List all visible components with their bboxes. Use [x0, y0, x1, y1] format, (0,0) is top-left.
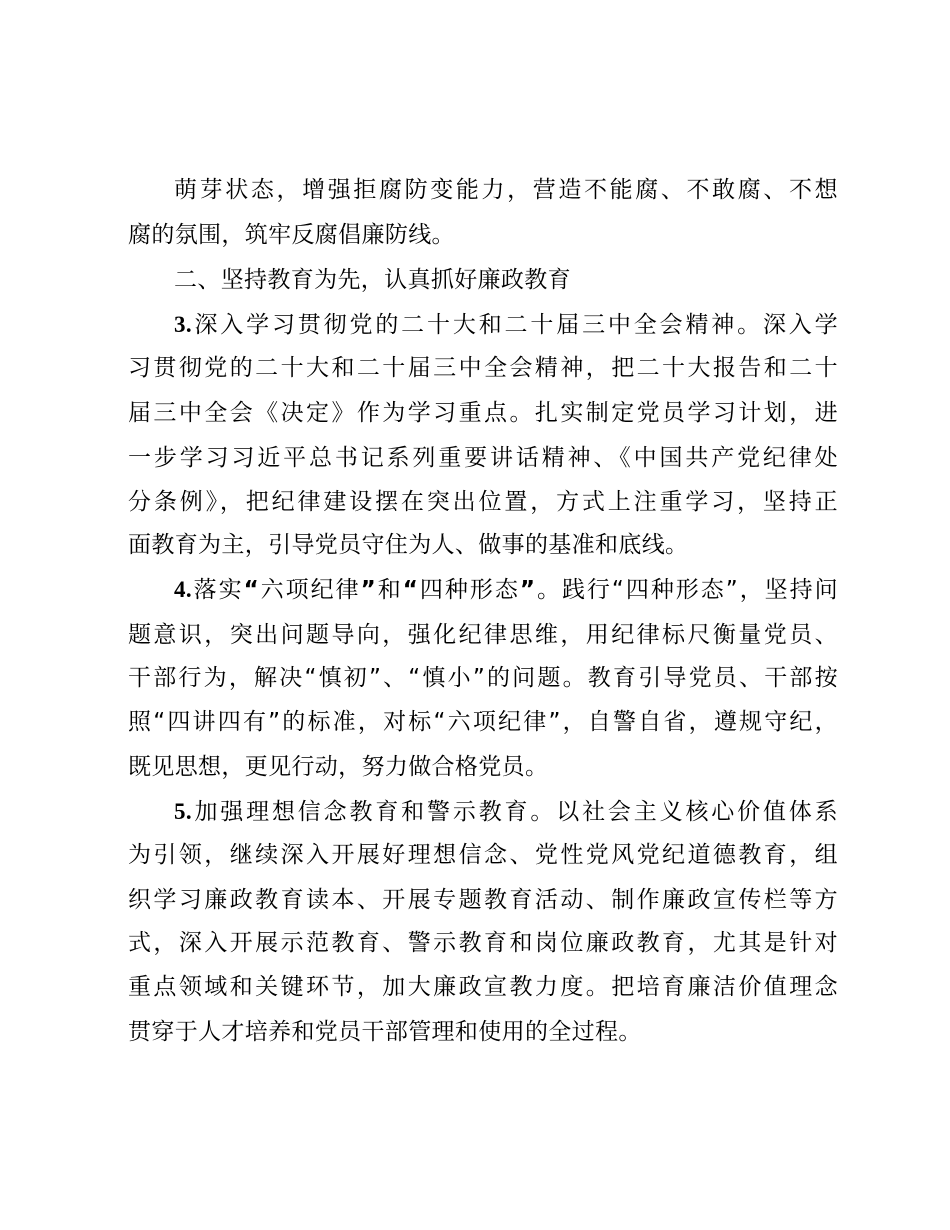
paragraph-4-title-b: 六项纪律: [259, 577, 361, 603]
paragraph-3-line-1: [174, 310, 838, 340]
paragraph-5-line-1: [174, 797, 838, 827]
paragraph-4-quote-close-2: ”: [519, 577, 536, 603]
paragraph-4-number: 4.: [174, 577, 192, 602]
paragraph-4-title-d: 四种形态: [418, 577, 520, 603]
paragraph-4-line-5: 既见思想，更见行动，努力做合格党员。: [128, 754, 549, 780]
paragraph-5-line-4: 式，深入开展示范教育、警示教育和岗位廉政教育，尤其是针对: [128, 930, 838, 956]
paragraph-4-quote-open-2: “: [402, 577, 419, 603]
paragraph-5-number: 5.: [174, 799, 192, 824]
paragraph-5-line-5: 重点领域和关键环节，加大廉政宣教力度。把培育廉洁价值理念: [128, 974, 838, 1000]
paragraph-3-line-2: 习贯彻党的二十大和二十届三中全会精神，把二十大报告和二十: [128, 355, 838, 381]
paragraph-5-line-6: 贯穿于人才培养和党员干部管理和使用的全过程。: [128, 1019, 642, 1045]
paragraph-4-line-2: 题意识，突出问题导向，强化纪律思维，用纪律标尺衡量党员、: [128, 622, 838, 648]
paragraph-3-number: 3.: [174, 312, 192, 337]
paragraph-4-line-4: 照“四讲四有”的标准，对标“六项纪律”，自警自省，遵规守纪，: [128, 709, 838, 735]
paragraph-4-quote-open-1: “: [243, 577, 260, 603]
paragraph-4-line-1-text: 。践行“四种形态”，坚持问: [535, 577, 839, 603]
section-heading-2: 二、坚持教育为先，认真抓好廉政教育: [174, 267, 571, 293]
paragraph-4-title-c: 和: [376, 577, 403, 603]
paragraph-1-line-2: 腐的氛围，筑牢反腐倡廉防线。: [128, 222, 455, 248]
paragraph-4-line-1: [174, 575, 838, 605]
paragraph-3-line-6: 面教育为主，引导党员守住为人、做事的基准和底线。: [128, 532, 689, 558]
paragraph-3-line-3: 届三中全会《决定》作为学习重点。扎实制定党员学习计划，进: [128, 400, 838, 426]
paragraph-4-line-3: 干部行为，解决“慎初”、“慎小”的问题。教育引导党员、干部按: [128, 665, 838, 691]
paragraph-3-line-1-text: 深入学习贯彻党的二十大和二十届三中全会精神。深入学: [191, 312, 838, 338]
paragraph-5-line-3: 织学习廉政教育读本、开展专题教育活动、制作廉政宣传栏等方: [128, 887, 838, 913]
paragraph-1-line-1: 萌芽状态，增强拒腐防变能力，营造不能腐、不敢腐、不想: [174, 177, 838, 203]
paragraph-5-line-2: 为引领，继续深入开展好理想信念、党性党风党纪道德教育，组: [128, 842, 838, 868]
paragraph-5-line-1-text: 加强理想信念教育和警示教育。以社会主义核心价值体系: [191, 799, 838, 825]
paragraph-3-line-5: 分条例》，把纪律建设摆在突出位置，方式上注重学习，坚持正: [128, 489, 838, 515]
paragraph-3-line-4: 一步学习习近平总书记系列重要讲话精神、《中国共产党纪律处: [128, 445, 838, 471]
paragraph-4-quote-close-1: ”: [360, 577, 377, 603]
paragraph-4-title-a: 落实: [191, 577, 244, 603]
